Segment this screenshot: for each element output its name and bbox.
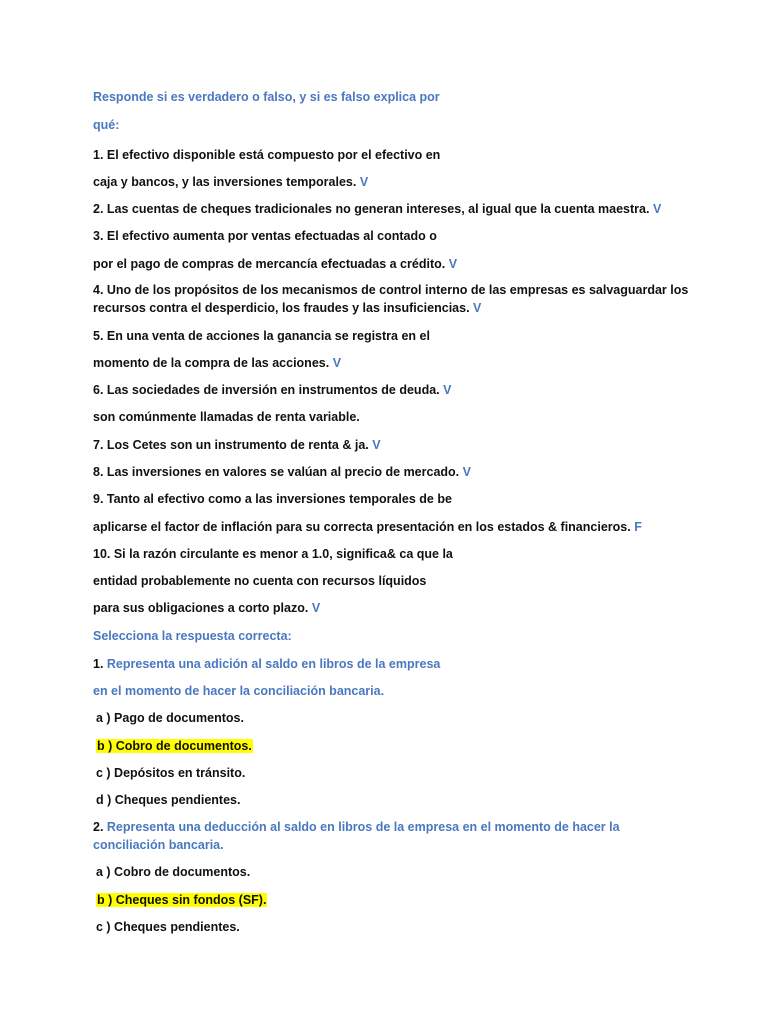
tf-item-8-line-1: 8. Las inversiones en valores se valúan al precio de mercado. V	[93, 465, 471, 479]
tf-answer-8: V	[462, 465, 471, 479]
question-2-line-1: 2. Representa una deducción al saldo en libros de la empresa en el momento de hacer la	[93, 820, 620, 834]
tf-answer-2: V	[652, 202, 662, 216]
heading-line-1: Responde si es verdadero o falso, y si es falso explica por	[93, 90, 440, 104]
tf-item-2-line-1: 2. Las cuentas de cheques tradicionales no generan intereses, al igual que la cuenta maestra. V	[93, 202, 662, 216]
q1-option-c: c ) Depósitos en tránsito.	[96, 766, 246, 780]
q1-correct-highlight: b ) Cobro de documentos.	[97, 739, 252, 753]
tf-item-3-line-1: 3. El efectivo aumenta por ventas efectuadas al contado o	[93, 229, 437, 243]
tf-answer-7: V	[372, 438, 381, 452]
tf-item-1-line-1: 1. El efectivo disponible está compuesto por el efectivo en	[93, 148, 441, 162]
section-title-select: Selecciona la respuesta correcta:	[93, 629, 292, 643]
q1-option-d: d ) Cheques pendientes.	[96, 793, 241, 807]
tf-item-10-line-2: entidad probablemente no cuenta con recursos líquidos	[93, 574, 427, 588]
q1-option-b	[96, 738, 253, 754]
tf-item-10-line-1: 10. Si la razón circulante es menor a 1.0, significa& ca que la	[93, 547, 453, 561]
tf-answer-5: V	[332, 356, 342, 370]
tf-item-9-line-2: aplicarse el factor de inflación para su correcta presentación en los estados & financieros. F	[93, 520, 642, 534]
tf-item-6-line-2: son comúnmente llamadas de renta variable.	[93, 410, 360, 424]
q1-option-a: a ) Pago de documentos.	[96, 711, 244, 725]
tf-item-3-line-2: por el pago de compras de mercancía efectuadas a crédito. V	[93, 257, 458, 271]
question-2-line-2: conciliación bancaria.	[93, 838, 224, 852]
q2-correct-highlight: b ) Cheques sin fondos (SF).	[97, 893, 267, 907]
tf-answer-3: V	[448, 257, 458, 271]
heading-line-2: qué:	[93, 118, 120, 132]
tf-item-4-line-1: 4. Uno de los propósitos de los mecanismos de control interno de las empresas es salvaguardar los	[93, 283, 689, 297]
tf-answer-6: V	[443, 383, 452, 397]
q2-option-b	[96, 892, 267, 908]
tf-item-4-line-2: recursos contra el desperdicio, los fraudes y las insuficiencias. V	[93, 301, 482, 315]
tf-item-9-line-1: 9. Tanto al efectivo como a las inversiones temporales de be	[93, 492, 452, 506]
q2-option-c: c ) Cheques pendientes.	[96, 920, 240, 934]
tf-answer-1: V	[359, 175, 369, 189]
tf-item-5-line-1: 5. En una venta de acciones la ganancia se registra en el	[93, 329, 430, 343]
q2-option-a: a ) Cobro de documentos.	[96, 865, 251, 879]
question-1-line-2: en el momento de hacer la conciliación bancaria.	[93, 684, 385, 698]
tf-item-7-line-1: 7. Los Cetes son un instrumento de renta & ja. V	[93, 438, 381, 452]
tf-item-6-line-1: 6. Las sociedades de inversión en instrumentos de deuda. V	[93, 383, 452, 397]
tf-item-5-line-2: momento de la compra de las acciones. V	[93, 356, 342, 370]
tf-answer-9: F	[634, 520, 642, 534]
tf-answer-4: V	[473, 301, 482, 315]
tf-item-10-line-3: para sus obligaciones a corto plazo. V	[93, 601, 321, 615]
tf-answer-10: V	[311, 601, 321, 615]
tf-item-1-line-2: caja y bancos, y las inversiones temporales. V	[93, 175, 369, 189]
question-1-line-1: 1. Representa una adición al saldo en libros de la empresa	[93, 657, 441, 671]
